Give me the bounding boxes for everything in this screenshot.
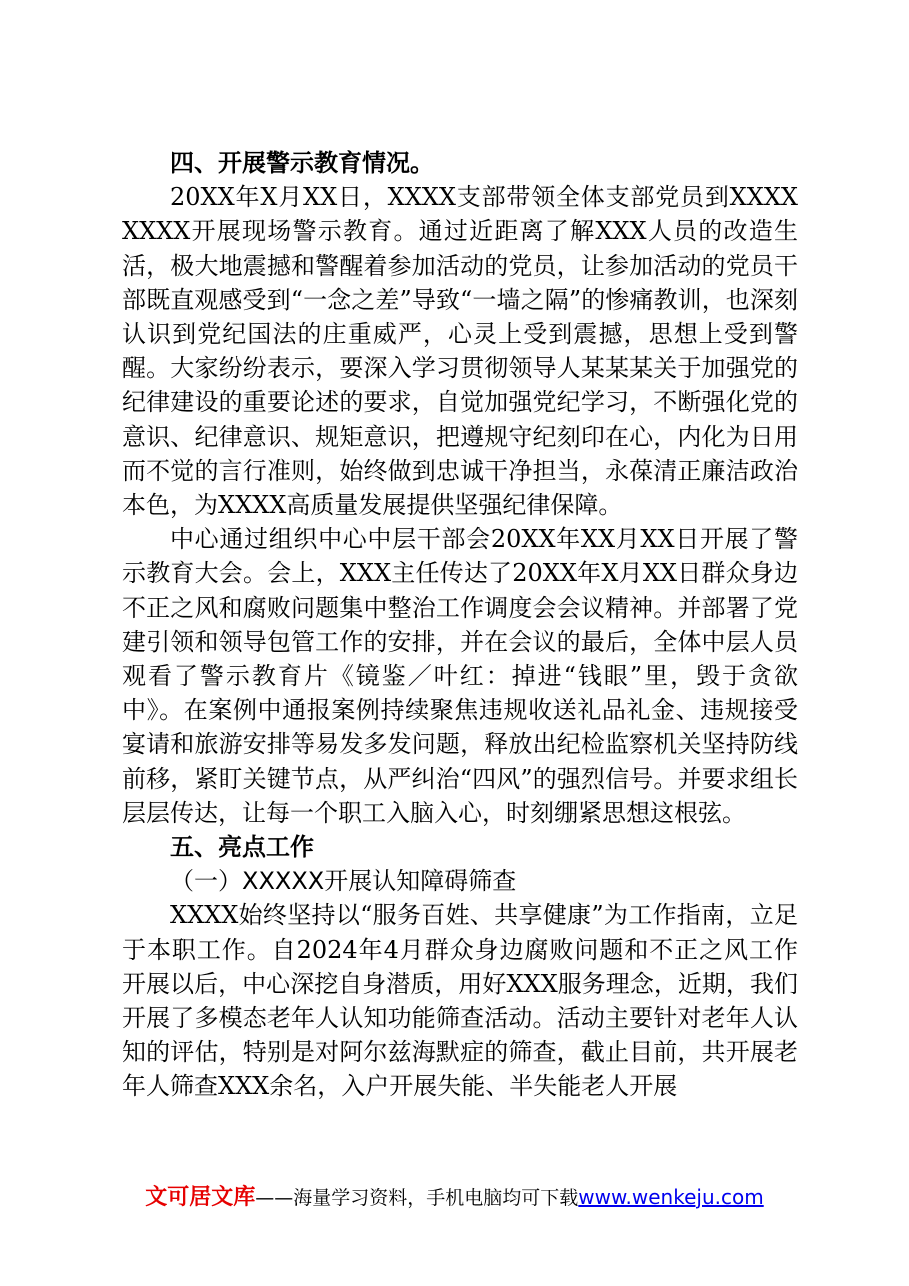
paragraph-cognitive-screening: XXXX始终坚持以“服务百姓、共享健康”为工作指南，立足于本职工作。自2024年4月群众身边腐败问题和不正之风工作开展以后，中心深挖自身潜质，用好XXX服务理念，近期，我们开展了多模态老年人认知功能筛查活动。活动主要针对老年人认知的评估，特别是对阿尔兹海默症的筛查，截止目前，共开展老年人筛查XXX余名，入户开展失能、半失能老人开展 [122,901,798,1101]
section-heading-4: 四、开展警示教育情况。 [170,149,434,177]
paragraph-warning-education-meeting: 中心通过组织中心中层干部会20XX年XX月XX日开展了警示教育大会。会上，XXX主任传达了20XX年X月XX日群众身边不正之风和腐败问题集中整治工作调度会会议精神。并部署了党建引领和领导包管工作的安排，并在会议的最后，全体中层人员观看了警示教育片《镜鉴／叶红：掉进“钱眼”里，毁于贪欲中》。在案例中通报案例持续聚焦违规收送礼品礼金、违规接受宴请和旅游安排等易发多发问题，释放出纪检监察机关坚持防线前移，紧盯关键节点，从严纠治“四风”的强烈信号。并要求组长层层传达，让每一个职工入脑入心，时刻绷紧思想这根弦。 [122,525,798,827]
footer-tagline: ——海量学习资料，手机电脑均可下载 [255,1187,579,1209]
paragraph-warning-education-visit: 20XX年X月XX日，XXXX支部带领全体支部党员到XXXXXXXX开展现场警示教育。通过近距离了解XXX人员的改造生活，极大地震撼和警醒着参加活动的党员，让参加活动的党员干部既直观感受到“一念之差”导致“一墙之隔”的惨痛教训，也深刻认识到党纪国法的庄重威严，心灵上受到震撼，思想上受到警醒。大家纷纷表示，要深入学习贯彻领导人某某某关于加强党的纪律建设的重要论述的要求，自觉加强党纪学习，不断强化党的意识、纪律意识、规矩意识，把遵规守纪刻印在心，内化为日用而不觉的言行准则，始终做到忠诚干净担当，永葆清正廉洁政治本色，为XXXX高质量发展提供坚强纪律保障。 [122,183,798,520]
footer-banner [0,1180,909,1211]
document-body [122,146,798,1104]
footer-brand: 文可居文库 [145,1185,256,1210]
section-heading-5: 五、亮点工作 [170,833,314,862]
footer-website-link[interactable]: www.wenkeju.com [578,1185,764,1209]
subsection-heading-1: （一）XXXXX开展认知障碍筛查 [170,867,517,896]
